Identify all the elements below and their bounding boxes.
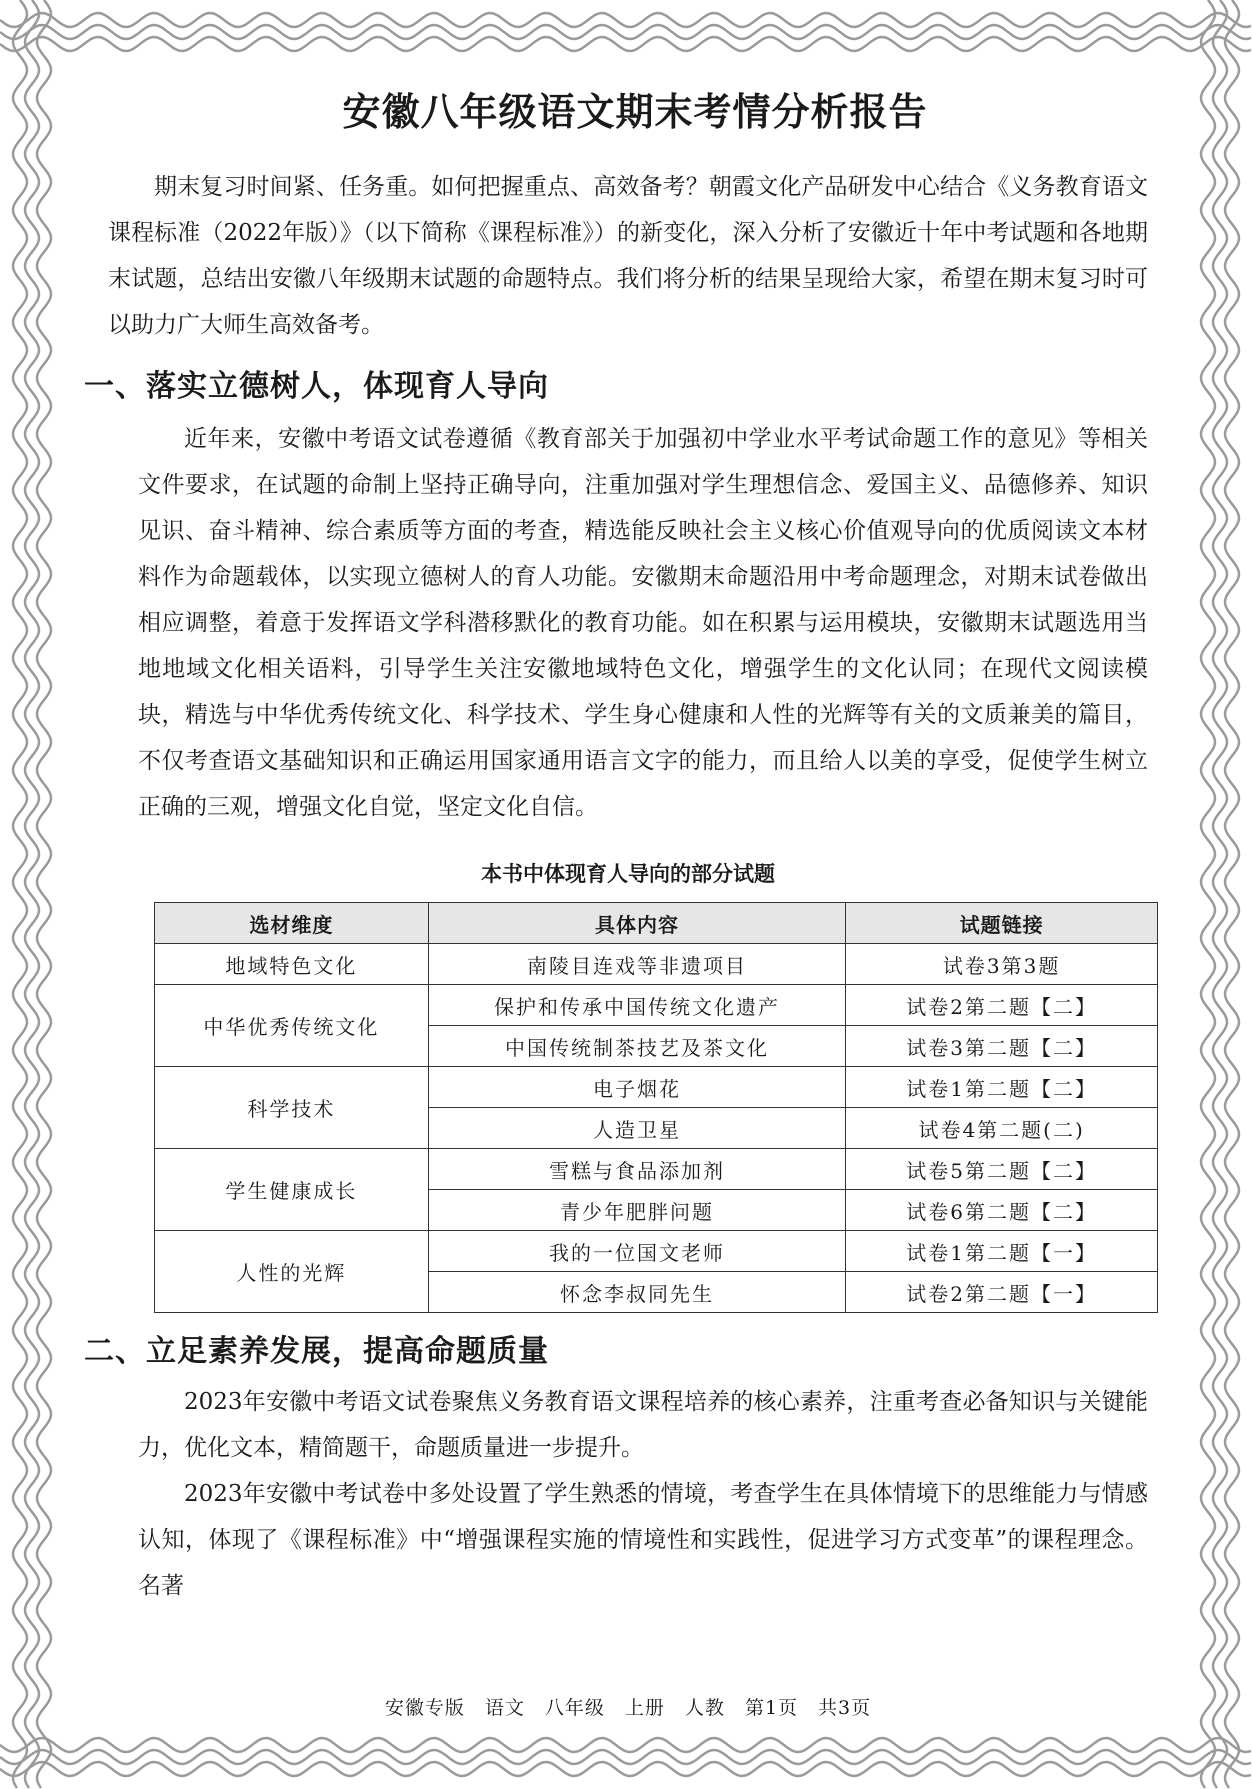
intro-paragraph: 期末复习时间紧、任务重。如何把握重点、高效备考？朝霞文化产品研发中心结合《义务教育语文课程标准（2022年版）》（以下简称《课程标准》）的新变化，深入分析了安徽近十年中考试题和各地期末试题，总结出安徽八年级期末试题的命题特点。我们将分析的结果呈现给大家，希望在期末复习时可以助力广大师生高效备考。 [108,174,1148,338]
header-content: 具体内容 [428,903,846,944]
section-heading-2: 二、立足素养发展，提高命题质量 [84,1334,549,1369]
link-cell: 试卷1第二题【二】 [846,1067,1158,1108]
footer-publisher: 人教 [684,1697,725,1719]
section2-paragraph: 2023年安徽中考试卷中多处设置了学生熟悉的情境，考查学生在具体情境下的思维能力与情感认知，体现了《课程标准》中“增强课程实施的情境性和实践性，促进学习方式变革”的课程理念。名著 [138,1481,1148,1599]
link-cell: 试卷2第二题【一】 [846,1272,1158,1313]
section1-paragraph: 近年来，安徽中考语文试卷遵循《教育部关于加强初中学业水平考试命题工作的意见》等相关文件要求，在试题的命制上坚持正确导向，注重加强对学生理想信念、爱国主义、品德修养、知识见识、奋斗精神、综合素质等方面的考查，精选能反映社会主义核心价值观导向的优质阅读文本材料作为命题载体，以实现立德树人的育人功能。安徽期末命题沿用中考命题理念，对期末试卷做出相应调整，着意于发挥语文学科潜移默化的教育功能。如在积累与运用模块，安徽期末试题选用当地地域文化相关语料，引导学生关注安徽地域特色文化，增强学生的文化认同；在现代文阅读模块，精选与中华优秀传统文化、科学技术、学生身心健康和人性的光辉等有关的文质兼美的篇目，不仅考查语文基础知识和正确运用国家通用语言文字的能力，而且给人以美的享受，促使学生树立正确的三观，增强文化自觉，坚定文化自信。 [138,426,1148,820]
table-row [155,1231,1158,1272]
link-cell: 试卷1第二题【一】 [846,1231,1158,1272]
table-row [155,985,1158,1026]
question-table [154,902,1158,1313]
link-cell: 试卷4第二题(二) [846,1108,1158,1149]
border-wave-line [0,13,1251,27]
section-heading-1: 一、落实立德树人，体现育人导向 [84,369,549,404]
content-cell: 人造卫星 [428,1108,846,1149]
footer-grade: 八年级 [544,1697,605,1719]
footer-subject: 语文 [484,1697,525,1719]
dimension-cell: 中华优秀传统文化 [155,985,429,1067]
table-header-row [155,903,1158,944]
dimension-cell: 科学技术 [155,1067,429,1149]
content-cell: 中国传统制茶技艺及茶文化 [428,1026,846,1067]
header-dimension: 选材维度 [155,903,429,944]
link-cell: 试卷5第二题【二】 [846,1149,1158,1190]
link-cell: 试卷6第二题【二】 [846,1190,1158,1231]
footer-edition: 安徽专版 [384,1697,465,1719]
content-cell: 电子烟花 [428,1067,846,1108]
document-page [84,80,1148,1720]
border-wave-line [1225,0,1239,1788]
table-row [155,944,1158,985]
dimension-cell: 学生健康成长 [155,1149,429,1231]
footer-page-total: 共3页 [818,1697,872,1719]
dimension-cell: 地域特色文化 [155,944,429,985]
footer-volume: 上册 [624,1697,665,1719]
content-cell: 南陵目连戏等非遗项目 [428,944,846,985]
dimension-cell: 人性的光辉 [155,1231,429,1313]
content-cell: 保护和传承中国传统文化遗产 [428,985,846,1026]
border-wave-line [37,0,51,1788]
table-row [155,1067,1158,1108]
header-link: 试题链接 [846,903,1158,944]
page-footer [108,1693,1148,1720]
content-cell: 青少年肥胖问题 [428,1190,846,1231]
table-caption: 本书中体现育人导向的部分试题 [481,862,775,886]
content-cell: 怀念李叔同先生 [428,1272,846,1313]
border-wave-line [0,1738,1251,1752]
link-cell: 试卷3第3题 [846,944,1158,985]
document-title: 安徽八年级语文期末考情分析报告 [342,90,928,134]
table-row [155,1149,1158,1190]
link-cell: 试卷3第二题【二】 [846,1026,1158,1067]
content-cell: 我的一位国文老师 [428,1231,846,1272]
section2-paragraph: 2023年安徽中考语文试卷聚焦义务教育语文课程培养的核心素养，注重考查必备知识与关键能力，优化文本，精简题干，命题质量进一步提升。 [138,1389,1148,1461]
link-cell: 试卷2第二题【二】 [846,985,1158,1026]
content-cell: 雪糕与食品添加剂 [428,1149,846,1190]
footer-page-number: 第1页 [744,1697,799,1719]
